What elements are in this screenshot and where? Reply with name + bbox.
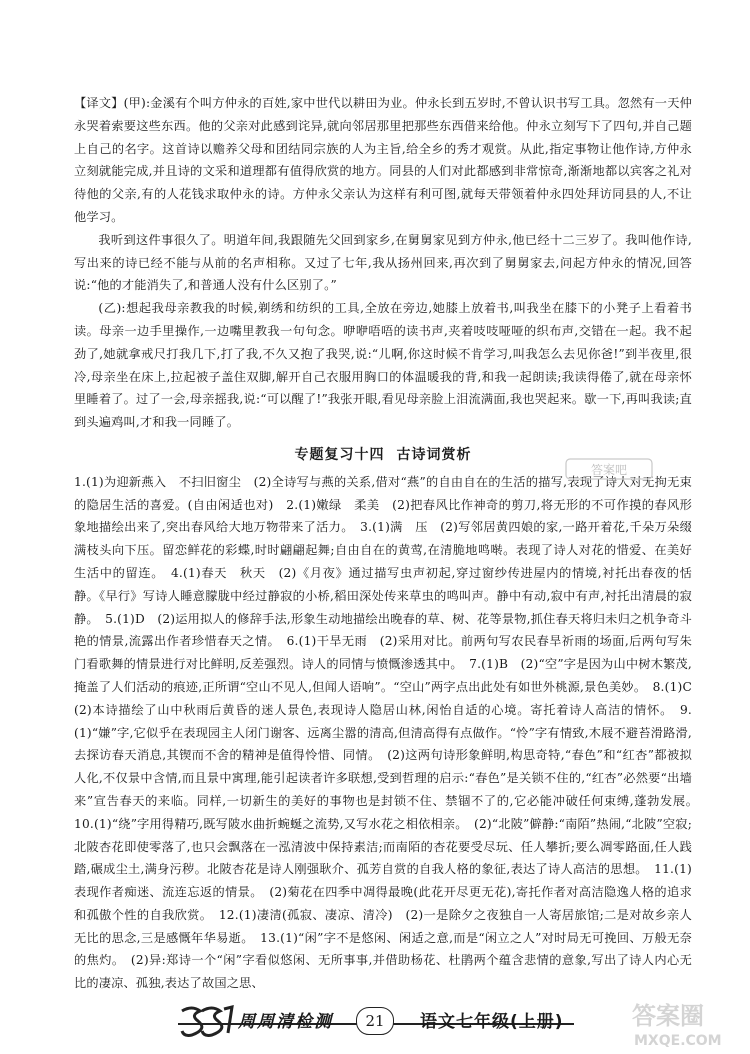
watermark-stamp [564,456,654,482]
answers-paragraph: 1.(1)为迎新燕入 不扫旧窗尘 (2)全诗写与燕的关系,借对“燕”的自由自在的生活的描写,表现了诗人对无拘无束的隐居生活的喜爱。(自由闲适也对) 2.(1)嫩绿 柔美 (2)把春风比作神奇的剪刀,将无形的不可作摸的春风形象地描绘出来了,突出春风给大地万物带来了活力。 3.(1)满 压 (2)写邻居黄四娘的家,一路开着花,千朵万朵缀满枝头向下压。留恋鲜花的彩蝶,时时翩翩起舞;自由自在的黄莺,在清脆地鸣啭。表现了诗人对花的惜爱、在美好生活中的留连。 4.(1)春天 秋天 (2)《月夜》通过描写虫声初起,穿过窗纱传进屋内的情境,衬托出春夜的恬静。《早行》写诗人睡意朦胧中经过静寂的小桥,稻田深处传来草虫的鸣叫声。静中有动,寂中有声,衬托出清晨的寂静。 5.(1)D (2)运用拟人的修辞手法,形象生动地描绘出晚春的草、树、花等景物,抓住春天将归未归之机争奇斗艳的情景,流露出作者珍惜春天之情。 6.(1)干旱无雨 (2)采用对比。前两句写农民春旱祈雨的场面,后两句写朱门看歌舞的情景进行对比鲜明,反差强烈。诗人的同情与愤慨渗透其中。 7.(1)B (2)“空”字是因为山中树木繁茂,掩盖了人们活动的痕迹,正所谓“空山不见人,但闻人语响”。“空山”两字点出此处有如世外桃源,景色美妙。 8.(1)C (2)本诗描绘了山中秋雨后黄昏的迷人景色,表现诗人隐居山林,闲怡自适的心境。寄托着诗人高洁的情怀。 9.(1)“嫌”字,它似乎在表现园主人闭门谢客、远离尘嚣的清高,但清高得有点做作。“怜”字有情致,木屐不避苔滑路滑,去探访春天消息,其锲而不舍的精神是值得怜惜、同情。 (2)这两句诗形象鲜明,构思奇特,“春色”和“红杏”都被拟人化,不仅景中含情,而且景中寓理,能引起读者许多联想,受到哲理的启示:“春色”是关锁不住的,“红杏”必然要“出墙来”宣告春天的来临。同样,一切新生的美好的事物也是封锁不住、禁锢不了的,它必能冲破任何束缚,蓬勃发展。 10.(1)“绕”字用得精巧,既写陂水曲折蜿蜒之流势,又写水花之相依相亲。 (2)“北陂”僻静:“南陌”热闹,“北陂”空寂;北陂杏花即使零落了,也只会飘落在一泓清波中保持素洁;而南陌的杏花要受尽玩、任人攀折;要么凋零路面,任人践踏,碾成尘土,满身污秽。北陂杏花是诗人刚强耿介、孤芳自赏的自我人格的象征,表达了诗人高洁的思想。 11.(1)表现作者痴迷、流连忘返的情景。 (2)菊花在四季中凋得最晚(此花开尽更无花),寄托作者对高洁隐逸人格的追求和孤傲个性的自我欣赏。 12.(1)凄清(孤寂、凄凉、清冷) (2)一是除夕之夜独自一人寄居旅馆;二是对故乡亲人无比的思念,三是感慨年华易逝。 13.(1)“闲”字不是悠闲、闲适之意,而是“闲立之人”对时局无可挽回、万般无奈的焦灼。 (2)异:郑诗一个“闲”字看似悠闲、无所事事,并借助杨花、杜鹃两个蕴含悲情的意象,写出了诗人内心无比的凄凉、孤独,表达了故国之思、 [74,474,705,991]
footer-subject: 语文七年级(上册) [420,1012,564,1032]
corner-watermark [612,1000,742,1050]
page-content [74,92,705,995]
corner-watermark-text: 答案圈 [632,1002,704,1030]
footer-brand: 周周清检测 [238,1012,333,1032]
translation-paragraph-2: 我听到这件事很久了。明道年间,我跟随先父回到家乡,在舅舅家见到方仲永,他已经十二三岁了。我叫他作诗,写出来的诗已经不能与从前的名声相称。又过了七年,我从扬州回来,再次到了舅舅家去,问起方仲永的情况,回答说:“他的才能消失了,和普通人没有什么区别了。” [74,232,692,293]
section-label: 专题复习十四 [294,446,385,463]
section-title: 古诗词赏析 [396,446,472,463]
page-number: 21 [356,1007,394,1035]
translation-paragraph-1: 【译文】(甲):金溪有个叫方仲永的百姓,家中世代以耕田为业。仲永长到五岁时,不曾认识书写工具。忽然有一天仲永哭着索要这些东西。他的父亲对此感到诧异,就向邻居那里把那些东西借来给他。仲永立刻写下了四句,并自己题上自己的名字。这首诗以赡养父母和团结同宗族的人为主旨,给全乡的秀才观赏。从此,指定事物让他作诗,方仲永立刻就能完成,并且诗的文采和道理都有值得欣赏的地方。同县的人们对此都感到非常惊奇,渐渐地都以宾客之礼对待他的父亲,有的人花钱求取仲永的诗。方仲永父亲认为这样有利可图,就每天带领着仲永四处拜访同县的人,不让他学习。 [74,96,692,224]
corner-watermark-url: MXQE.COM [634,1033,722,1049]
watermark-stamp-text: 答案吧 [590,463,628,477]
brand-logo-icon [178,1003,236,1039]
translation-paragraph-3: (乙):想起我母亲教我的时候,剃绣和纺织的工具,全放在旁边,她膝上放着书,叫我坐在膝下的小凳子上看着书读。母亲一边手里操作,一边嘴里教我一句句念。咿咿唔唔的读书声,夹着吱吱哑哑的织布声,交错在一起。我不起劲了,她就拿戒尺打我几下,打了我,不久又抱了我哭,说:“儿啊,你这时候不肯学习,叫我怎么去见你爸!”到半夜里,很冷,母亲坐在床上,拉起被子盖住双脚,解开自己衣服用胸口的体温暖我的背,和我一起朗读;我读得倦了,就在母亲怀里睡着了。过了一会,母亲摇我,说:“可以醒了!”我张开眼,看见母亲脸上泪流满面,我也哭起来。歇一下,再叫我读;直到头遍鸡叫,才和我一同睡了。 [74,301,692,430]
